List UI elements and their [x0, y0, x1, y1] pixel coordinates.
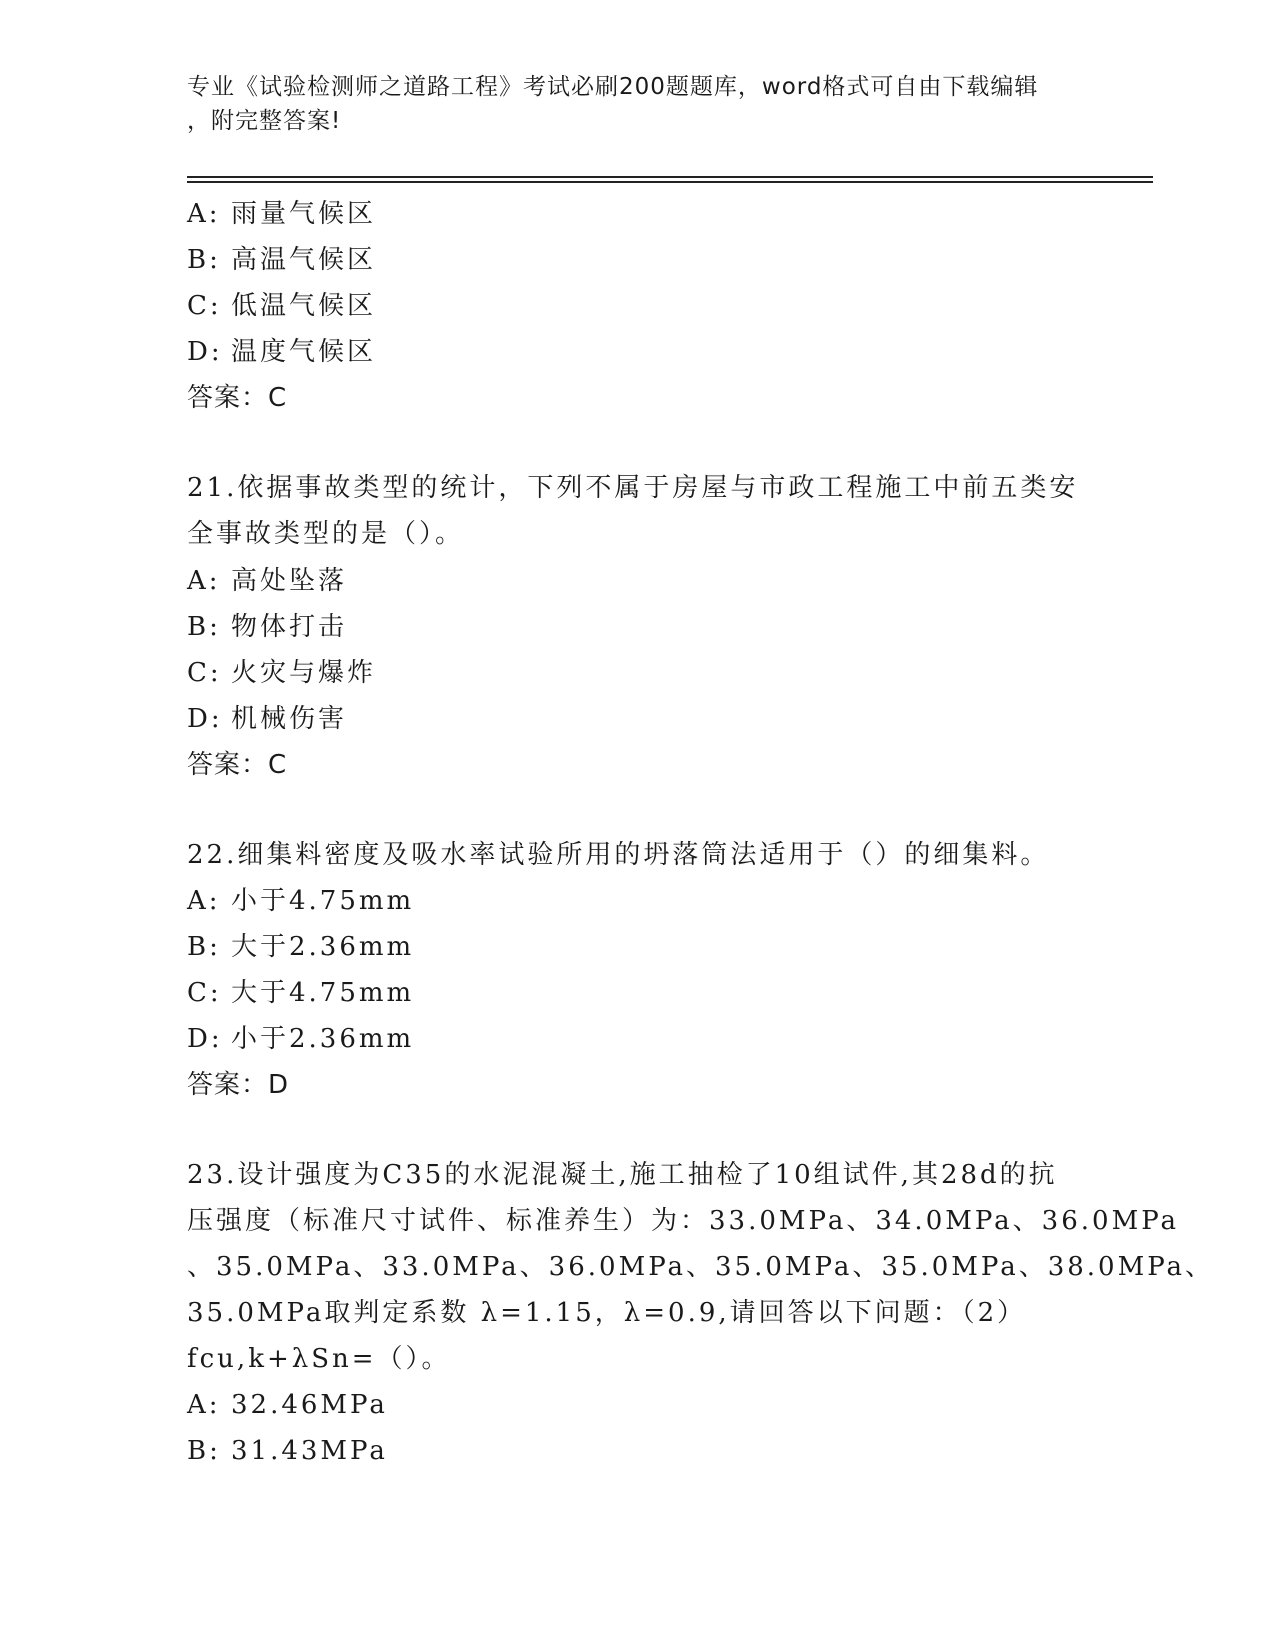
option-a: A: 32.46MPa [187, 1390, 388, 1420]
option-b: B: 物体打击 [187, 612, 348, 642]
header-rule-top [187, 176, 1153, 178]
question-stem: fcu,k+λSn=（）。 [187, 1344, 451, 1374]
option-b: B: 大于2.36mm [187, 932, 415, 962]
option-b: B: 高温气候区 [187, 245, 377, 275]
header-line-1: 专业《试验检测师之道路工程》考试必刷200题题库，word格式可自由下载编辑 [187, 74, 1039, 100]
question-stem: 23.设计强度为C35的水泥混凝土,施工抽检了10组试件,其28d的抗 [187, 1160, 1058, 1190]
option-a: A: 小于4.75mm [187, 886, 415, 916]
option-d: D: 温度气候区 [187, 337, 377, 367]
option-d: D: 小于2.36mm [187, 1024, 415, 1054]
answer: 答案：D [187, 1070, 290, 1100]
option-d: D: 机械伤害 [187, 704, 348, 734]
question-stem: 21.依据事故类型的统计，下列不属于房屋与市政工程施工中前五类安 [187, 473, 1079, 503]
option-c: C: 大于4.75mm [187, 978, 415, 1008]
option-c: C: 火灾与爆炸 [187, 658, 377, 688]
question-stem: 全事故类型的是（）。 [187, 519, 465, 549]
header-rule-bottom [187, 181, 1153, 183]
question-stem: 35.0MPa取判定系数 λ=1.15，λ=0.9,请回答以下问题：（2） [187, 1298, 1027, 1328]
option-c: C: 低温气候区 [187, 291, 377, 321]
answer: 答案：C [187, 750, 288, 780]
option-a: A: 雨量气候区 [187, 199, 377, 229]
question-stem: 压强度（标准尺寸试件、标准养生）为：33.0MPa、34.0MPa、36.0MPa [187, 1206, 1180, 1236]
header-line-2: ，附完整答案! [187, 108, 342, 134]
question-stem: 、35.0MPa、33.0MPa、36.0MPa、35.0MPa、35.0MPa、38.0MPa、 [187, 1252, 1215, 1282]
question-stem: 22.细集料密度及吸水率试验所用的坍落筒法适用于（）的细集料。 [187, 840, 1050, 870]
answer: 答案：C [187, 383, 288, 413]
document-header [187, 70, 1087, 138]
option-a: A: 高处坠落 [187, 566, 348, 596]
option-b: B: 31.43MPa [187, 1436, 388, 1466]
